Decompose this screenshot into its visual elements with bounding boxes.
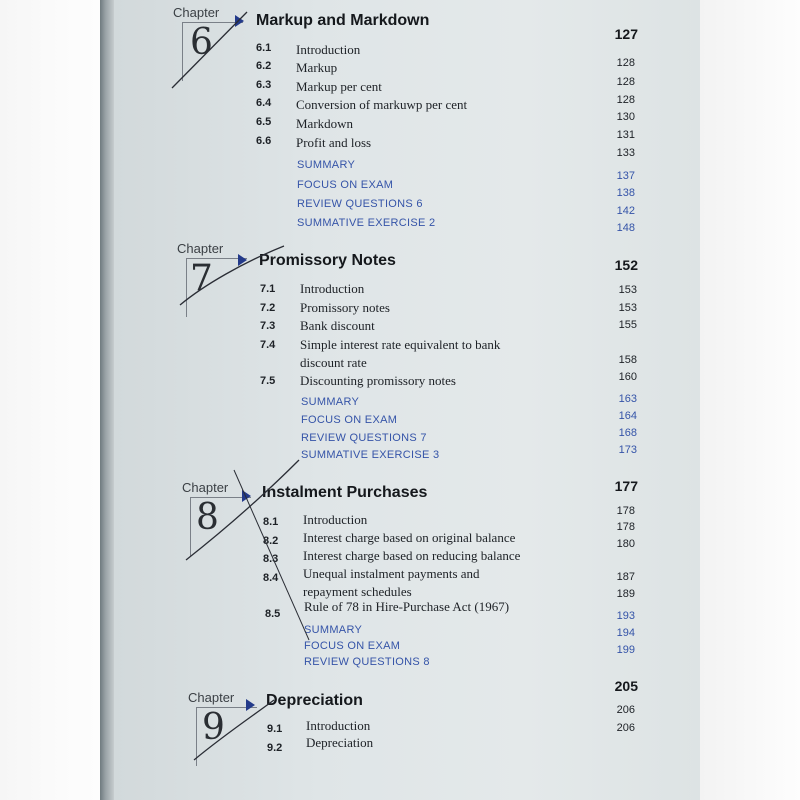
section-title[interactable]: Introduction <box>303 512 368 527</box>
section-title[interactable]: Introduction <box>300 281 365 296</box>
section-title[interactable]: Introduction <box>296 42 361 57</box>
section-title[interactable]: Depreciation <box>306 735 374 750</box>
section-page: 153 <box>618 302 637 314</box>
section-number: 8.5 <box>265 608 281 620</box>
section-number: 7.4 <box>260 339 276 351</box>
review-questions-link[interactable]: REVIEW QUESTIONS 6 <box>297 198 423 210</box>
section-page: 178 <box>616 521 635 533</box>
contents-page <box>114 0 700 800</box>
section-number: 6.4 <box>256 97 272 109</box>
section-page: 189 <box>616 588 635 600</box>
section-title[interactable]: Profit and loss <box>296 135 372 150</box>
extra-page: 138 <box>616 187 635 199</box>
section-title[interactable]: Markup per cent <box>296 79 382 94</box>
chapter-label: Chapter <box>182 480 229 495</box>
chapter-page-number: 177 <box>614 478 638 494</box>
section-page: 130 <box>616 111 635 123</box>
section-title[interactable]: Bank discount <box>300 318 375 333</box>
pen-strokes <box>114 0 700 800</box>
extra-page: 163 <box>618 393 637 405</box>
extra-page: 142 <box>616 205 635 217</box>
extra-page: 199 <box>616 644 635 656</box>
chapter-title[interactable]: Markup and Markdown <box>256 12 430 29</box>
pen-stroke-8b <box>234 470 309 640</box>
section-page: 153 <box>618 284 637 296</box>
summary-link[interactable]: SUMMARY <box>301 396 360 408</box>
section-page: 131 <box>616 129 635 141</box>
pen-stroke-6 <box>172 12 247 88</box>
section-title[interactable]: Unequal instalment payments and <box>303 566 480 581</box>
section-title[interactable]: Conversion of markuwp per cent <box>296 97 468 112</box>
section-number: 6.1 <box>256 42 272 54</box>
chapter-number: 7 <box>190 258 213 299</box>
section-page: 128 <box>616 57 635 69</box>
section-number: 7.2 <box>260 302 276 314</box>
extra-page: 164 <box>618 410 637 422</box>
section-number: 6.5 <box>256 116 272 128</box>
review-questions-link[interactable]: REVIEW QUESTIONS 7 <box>301 432 427 444</box>
summative-exercise-link[interactable]: SUMMATIVE EXERCISE 3 <box>301 449 440 461</box>
chapter-label: Chapter <box>188 690 235 705</box>
section-number: 7.3 <box>260 320 276 332</box>
section-number: 7.1 <box>260 283 276 295</box>
pen-stroke-7 <box>180 246 284 305</box>
chapter-title[interactable]: Instalment Purchases <box>262 484 428 501</box>
review-questions-link[interactable]: REVIEW QUESTIONS 8 <box>304 656 430 668</box>
chapter-label: Chapter <box>177 241 224 256</box>
section-page: 128 <box>616 94 635 106</box>
section-page: 133 <box>616 147 635 159</box>
section-number: 8.3 <box>263 553 279 565</box>
section-page: 128 <box>616 76 635 88</box>
focus-on-exam-link[interactable]: FOCUS ON EXAM <box>297 179 394 191</box>
section-title-continued[interactable]: repayment schedules <box>303 584 412 599</box>
chapter-page-number: 127 <box>614 26 638 42</box>
section-title[interactable]: Promissory notes <box>300 300 390 315</box>
section-number: 6.6 <box>256 135 272 147</box>
section-page: 206 <box>616 722 635 734</box>
extra-page: 194 <box>616 627 635 639</box>
page-gutter-shadow <box>100 0 114 800</box>
chapter-title[interactable]: Promissory Notes <box>259 252 396 269</box>
chapter-page-number: 152 <box>614 257 638 273</box>
section-number: 8.1 <box>263 516 279 528</box>
section-title[interactable]: Introduction <box>306 718 371 733</box>
section-page: 178 <box>616 505 635 517</box>
section-number: 8.2 <box>263 535 279 547</box>
extra-page: 193 <box>616 610 635 622</box>
section-number: 7.5 <box>260 375 276 387</box>
extra-page: 168 <box>618 427 637 439</box>
section-title-continued[interactable]: discount rate <box>300 355 367 370</box>
section-number: 8.4 <box>263 572 279 584</box>
summative-exercise-link[interactable]: SUMMATIVE EXERCISE 2 <box>297 217 436 229</box>
section-number: 9.1 <box>267 723 283 735</box>
extra-page: 148 <box>616 222 635 234</box>
section-title[interactable]: Markdown <box>296 116 354 131</box>
section-number: 9.2 <box>267 742 283 754</box>
section-page: 187 <box>616 571 635 583</box>
chapter-number: 6 <box>190 22 213 63</box>
chapter-title[interactable]: Depreciation <box>266 692 363 709</box>
page-margin-right <box>700 0 800 800</box>
section-title[interactable]: Discounting promissory notes <box>300 373 456 388</box>
section-page: 160 <box>618 371 637 383</box>
extra-page: 137 <box>616 170 635 182</box>
section-title[interactable]: Interest charge based on reducing balance <box>303 548 521 563</box>
section-title[interactable]: Interest charge based on original balance <box>303 530 516 545</box>
chapter-label: Chapter <box>173 5 220 20</box>
pen-stroke-9 <box>194 700 274 760</box>
chapter-number: 9 <box>202 707 225 748</box>
book-binding <box>0 0 100 800</box>
section-title[interactable]: Rule of 78 in Hire-Purchase Act (1967) <box>304 599 510 614</box>
pen-stroke-8 <box>186 460 299 560</box>
section-page: 180 <box>616 538 635 550</box>
section-title[interactable]: Markup <box>296 60 338 75</box>
section-title[interactable]: Simple interest rate equivalent to bank <box>300 337 501 352</box>
chapter-number: 8 <box>196 497 219 538</box>
section-number: 6.2 <box>256 60 272 72</box>
section-page: 158 <box>618 354 637 366</box>
section-page: 206 <box>616 704 635 716</box>
extra-page: 173 <box>618 444 637 456</box>
focus-on-exam-link[interactable]: FOCUS ON EXAM <box>304 640 401 652</box>
section-page: 155 <box>618 319 637 331</box>
section-number: 6.3 <box>256 79 272 91</box>
summary-link[interactable]: SUMMARY <box>304 624 363 636</box>
focus-on-exam-link[interactable]: FOCUS ON EXAM <box>301 414 398 426</box>
summary-link[interactable]: SUMMARY <box>297 159 356 171</box>
chapter-page-number: 205 <box>614 678 638 694</box>
